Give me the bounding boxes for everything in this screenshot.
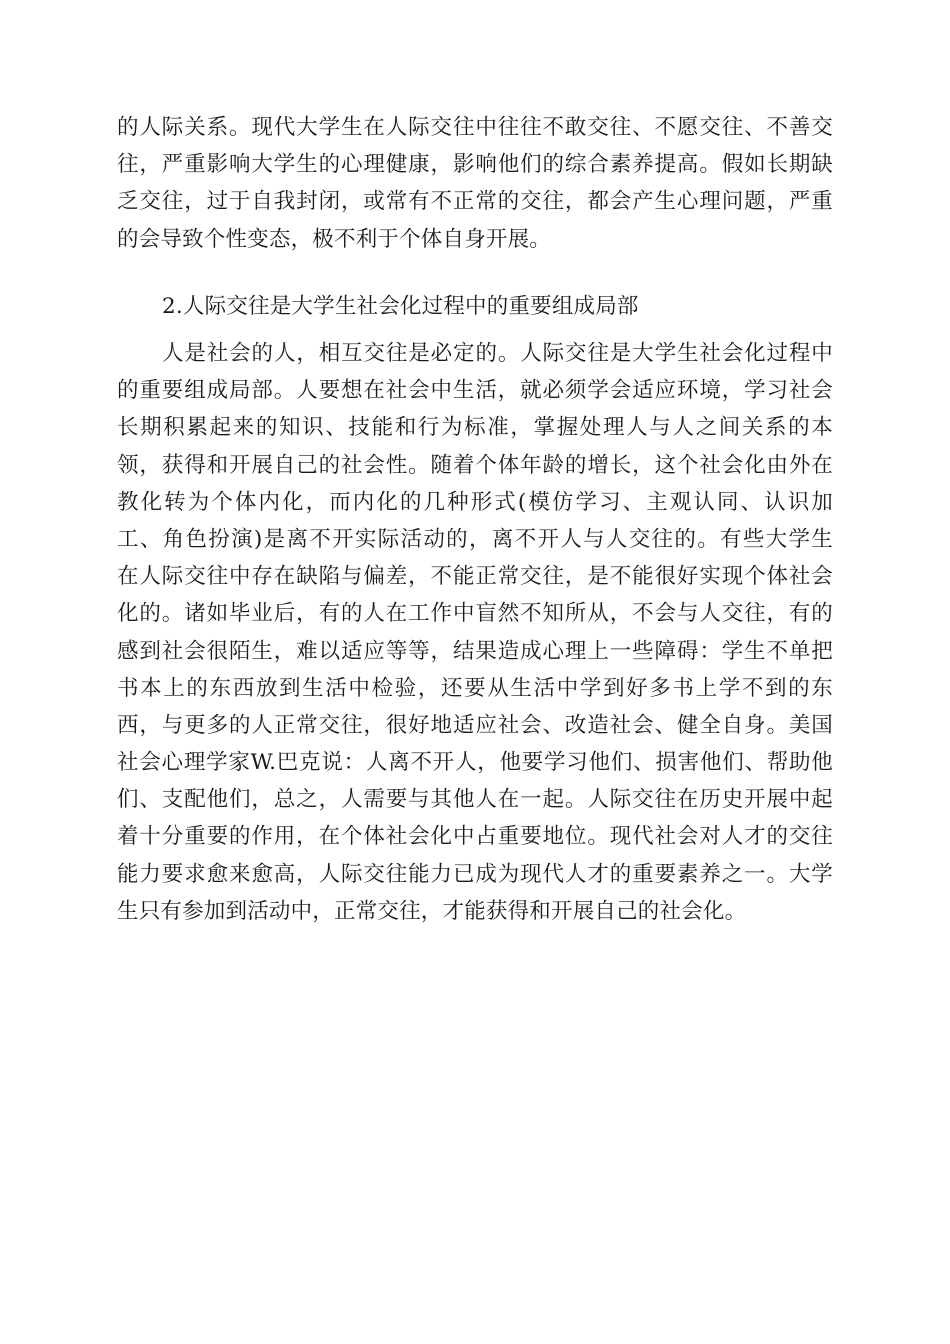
paragraph-line: 们、支配他们，总之，人需要与其他人在一起。人际交往在历史开展中起 [117, 787, 833, 813]
section-heading-text: 2.人际交往是大学生社会化过程中的重要组成局部 [162, 294, 639, 319]
paragraph-line: 乏交往，过于自我封闭，或常有不正常的交往，都会产生心理问题，严重 [117, 189, 833, 215]
paragraph-line: 社会心理学家W.巴克说：人离不开人，他要学习他们、损害他们、帮助他 [117, 750, 833, 776]
section-heading [117, 288, 833, 325]
paragraph-line: 能力要求愈来愈高，人际交往能力已成为现代人才的重要素养之一。大学 [117, 861, 833, 887]
paragraph-line: 工、角色扮演)是离不开实际活动的，离不开人与人交往的。有些大学生 [117, 526, 833, 552]
paragraph-line: 在人际交往中存在缺陷与偏差，不能正常交往，是不能很好实现个体社会 [117, 564, 833, 590]
paragraph-line: 领，获得和开展自己的社会性。随着个体年龄的增长，这个社会化由外在 [117, 452, 833, 478]
paragraph-line: 西，与更多的人正常交往，很好地适应社会、改造社会、健全自身。美国 [117, 712, 833, 738]
paragraph-socialization [117, 335, 833, 930]
paragraph-line: 着十分重要的作用，在个体社会化中占重要地位。现代社会对人才的交往 [117, 824, 833, 850]
paragraph-interpersonal-relations [117, 109, 833, 258]
paragraph-line: 人是社会的人，相互交往是必定的。人际交往是大学生社会化过程中 [162, 341, 833, 366]
paragraph-line: 长期积累起来的知识、技能和行为标准，掌握处理人与人之间关系的本 [117, 415, 833, 441]
paragraph-line: 的重要组成局部。人要想在社会中生活，就必须学会适应环境，学习社会 [117, 378, 833, 404]
paragraph-line: 化的。诸如毕业后，有的人在工作中盲然不知所从，不会与人交往，有的 [117, 601, 833, 627]
paragraph-line: 感到社会很陌生，难以适应等等，结果造成心理上一些障碍：学生不单把 [117, 638, 833, 664]
paragraph-line: 往，严重影响大学生的心理健康，影响他们的综合素养提高。假如长期缺 [117, 152, 833, 178]
paragraph-line: 生只有参加到活动中，正常交往，才能获得和开展自己的社会化。 [117, 898, 747, 924]
paragraph-line: 的人际关系。现代大学生在人际交往中往往不敢交往、不愿交往、不善交 [117, 115, 833, 140]
paragraph-line: 书本上的东西放到生活中检验，还要从生活中学到好多书上学不到的东 [117, 675, 833, 701]
paragraph-line: 的会导致个性变态，极不利于个体自身开展。 [117, 226, 552, 252]
paragraph-line: 教化转为个体内化，而内化的几种形式(模仿学习、主观认同、认识加 [117, 489, 833, 515]
